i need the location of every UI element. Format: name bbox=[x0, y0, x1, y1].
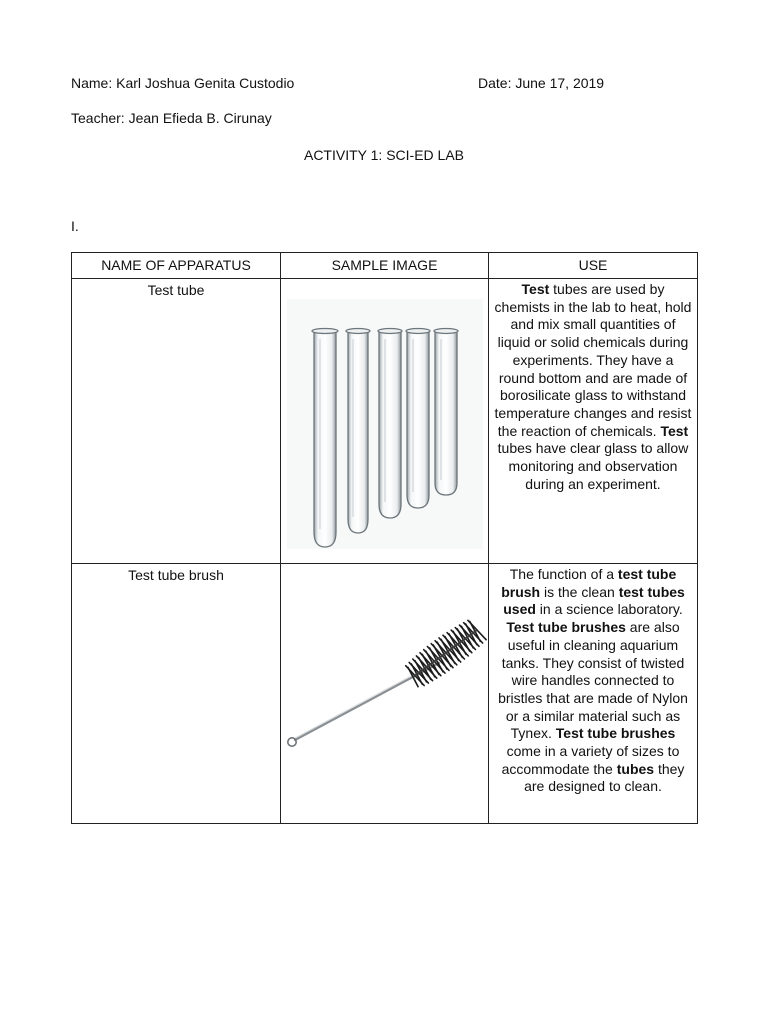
student-name: Name: Karl Joshua Genita Custodio bbox=[71, 75, 295, 91]
date: Date: June 17, 2019 bbox=[478, 75, 605, 91]
table-row bbox=[72, 279, 698, 564]
teacher-name: Teacher: Jean Efieda B. Cirunay bbox=[71, 110, 272, 126]
header-name-of-apparatus: NAME OF APPARATUS bbox=[72, 253, 281, 279]
apparatus-table bbox=[71, 252, 698, 824]
bold-text: Test tube brushes bbox=[555, 725, 676, 742]
section-number: I. bbox=[71, 218, 79, 234]
bold-text: Test bbox=[660, 422, 689, 439]
bold-text: Test bbox=[521, 281, 550, 297]
bold-text: Test tube brushes bbox=[506, 619, 626, 636]
header-use: USE bbox=[489, 253, 698, 279]
test-tube-brush-image bbox=[281, 564, 489, 819]
apparatus-name: Test tube bbox=[72, 279, 281, 564]
text: they are designed to clean. bbox=[524, 760, 685, 795]
apparatus-use bbox=[489, 564, 698, 824]
text: in a science laboratory. bbox=[535, 601, 683, 618]
text: is the clean bbox=[540, 583, 619, 600]
activity-title: ACTIVITY 1: SCI-ED LAB bbox=[303, 147, 464, 163]
bold-text: test tubes used bbox=[503, 583, 685, 618]
sample-image-cell bbox=[281, 279, 489, 564]
test-tubes-image bbox=[281, 279, 489, 559]
apparatus-use bbox=[489, 279, 698, 564]
table-header-row bbox=[72, 253, 698, 279]
apparatus-name: Test tube brush bbox=[72, 564, 281, 824]
text: tubes are used by chemists in the lab to heat, hold and mix small quantities of liquid or solid chemicals during experiments. They have a round bottom and are made of borosilicate glass to withstand temperature changes and resist the reaction of chemicals. bbox=[494, 281, 692, 439]
bold-text: test tube brush bbox=[501, 566, 677, 600]
table-row bbox=[72, 564, 698, 824]
text: are also useful in cleaning aquarium tanks. They consist of twisted wire handles connected to bristles that are made of Nylon or a similar material such as Tynex. bbox=[498, 619, 688, 742]
text: The function of a bbox=[509, 566, 618, 582]
sample-image-cell bbox=[281, 564, 489, 824]
header-sample-image: SAMPLE IMAGE bbox=[281, 253, 489, 279]
bold-text: tubes bbox=[616, 760, 655, 777]
text: come in a variety of sizes to accommodate the bbox=[501, 743, 680, 777]
text: tubes have clear glass to allow monitoring and observation during an experiment. bbox=[497, 440, 689, 492]
